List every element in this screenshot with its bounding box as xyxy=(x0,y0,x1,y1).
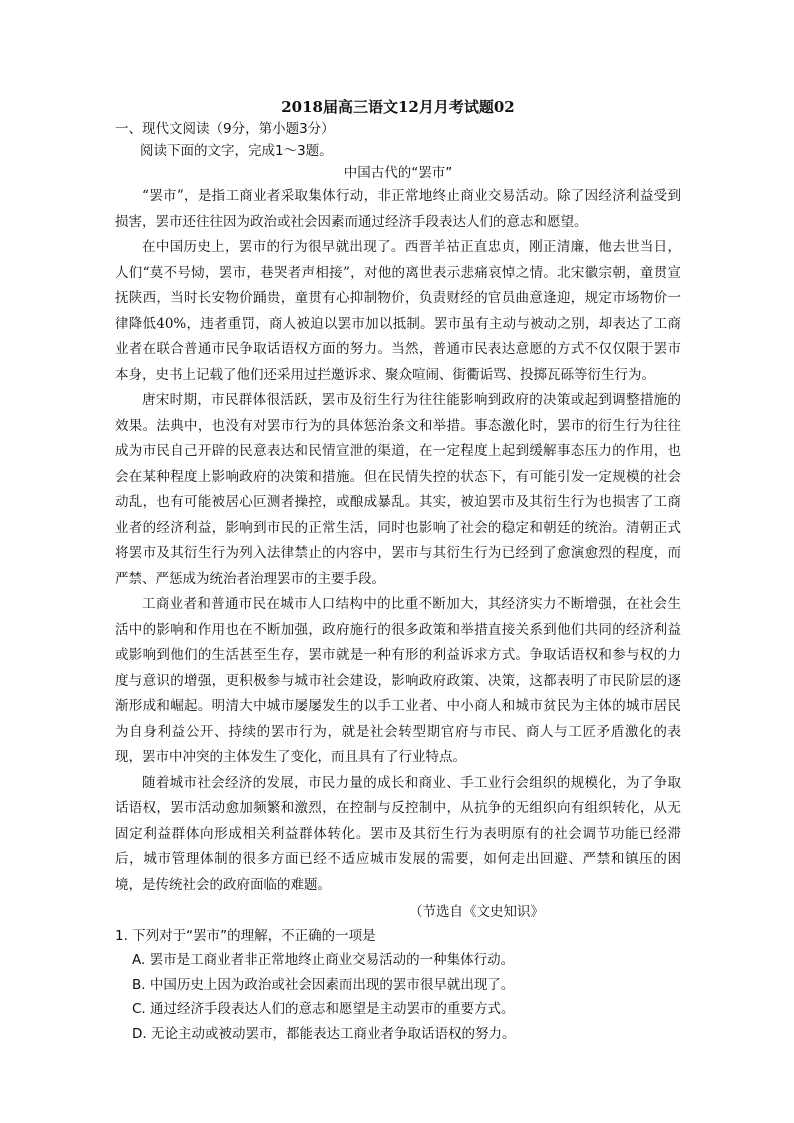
option-a: A. 罢市是工商业者非正常地终止商业交易活动的一种集体行动。 xyxy=(132,952,515,968)
article-source: （节选自《文史知识》 xyxy=(409,904,544,920)
question-stem: 1. 下列对于“罢市”的理解，不正确的一项是 xyxy=(115,928,376,944)
article-paragraph: 工商业者和普通市民在城市人口结构中的比重不断加大，其经济实力不断增强，在社会生活中的影响和作用也在不断加强，政府施行的很多政策和举措直接关系到他们共同的经济利益或影响到他们的生活甚至生存，罢市就是一种有形的利益诉求方式。争取话语权和参与权的力度与意识的增强，更积极参与城市社会建设，影响政府政策、决策，这都表明了市民阶层的逐渐形成和崛起。明清大中城市屡屡发生的以手工业者、中小商人和城市贫民为主体的城市居民为自身利益公开、持续的罢市行为，就是社会转型期官府与市民、商人与工匠矛盾激化的表现，罢市中冲突的主体发生了变化，而且具有了行业特点。 xyxy=(115,596,681,765)
option-c: C. 通过经济手段表达人们的意志和愿望是主动罢市的重要方式。 xyxy=(132,1001,515,1017)
article-paragraph: 在中国历史上，罢市的行为很早就出现了。西晋羊祜正直忠贞，刚正清廉，他去世当日，人们“莫不号恸，罢市，巷哭者声相接”，对他的离世表示悲痛哀悼之情。北宋徽宗朝，童贯宣抚陕西，当时长安物价踊贵，童贯有心抑制物价，负责财经的官员曲意逢迎，规定市场物价一律降低40%，违者重罚，商人被迫以罢市加以抵制。罢市虽有主动与被动之别，却表达了工商业者在联合普通市民争取话语权方面的努力。当然，普通市民表达意愿的方式不仅仅限于罢市本身，史书上记载了他们还采用过拦邀诉求、聚众喧闹、街衢诟骂、投掷瓦砾等衍生行为。 xyxy=(115,239,681,383)
article-paragraph: 唐宋时期，市民群体很活跃，罢市及衍生行为往往能影响到政府的决策或起到调整措施的效果。法典中，也没有对罢市行为的具体惩治条文和举措。事态激化时，罢市的衍生行为往往成为市民自己开辟的民意表达和民情宣泄的渠道，在一定程度上起到缓解事态压力的作用，也会在某种程度上影响政府的决策和措施。但在民情失控的状态下，有可能引发一定规模的社会动乱，也有可能被居心叵测者操控，或酿成暴乱。其实，被迫罢市及其衍生行为也损害了工商业者的经济利益，影响到市民的正常生活，同时也影响了社会的稳定和朝廷的统治。清朝正式将罢市及其衍生行为列入法律禁止的内容中，罢市与其衍生行为已经到了愈演愈烈的程度，而严禁、严惩成为统治者治理罢市的主要手段。 xyxy=(115,392,681,587)
option-b: B. 中国历史上因为政治或社会因素而出现的罢市很早就出现了。 xyxy=(132,976,515,993)
article-paragraph: “罢市”，是指工商业者采取集体行动，非正常地终止商业交易活动。除了因经济利益受到损害，罢市还往往因为政治或社会因素而通过经济手段表达人们的意志和愿望。 xyxy=(115,188,681,230)
reading-instruction: 阅读下面的文字，完成1～3题。 xyxy=(140,143,333,159)
option-d: D. 无论主动或被动罢市，都能表达工商业者争取话语权的努力。 xyxy=(132,1025,516,1042)
document-body xyxy=(115,98,681,1046)
article-paragraph: 随着城市社会经济的发展，市民力量的成长和商业、手工业行会组织的规模化，为了争取话语权，罢市活动愈加频繁和激烈，在控制与反控制中，从抗争的无组织向有组织转化，从无固定利益群体向形成相关利益群体转化。罢市及其衍生行为表明原有的社会调节功能已经滞后，城市管理体制的很多方面已经不适应城市发展的需要，如何走出回避、严禁和镇压的困境，是传统社会的政府面临的难题。 xyxy=(115,774,681,893)
section-heading: 一、现代文阅读（9分，第小题3分） xyxy=(115,121,335,137)
article-title: 中国古代的“罢市” xyxy=(343,165,453,181)
exam-title: 2018届高三语文12月月考试题02 xyxy=(281,98,515,116)
